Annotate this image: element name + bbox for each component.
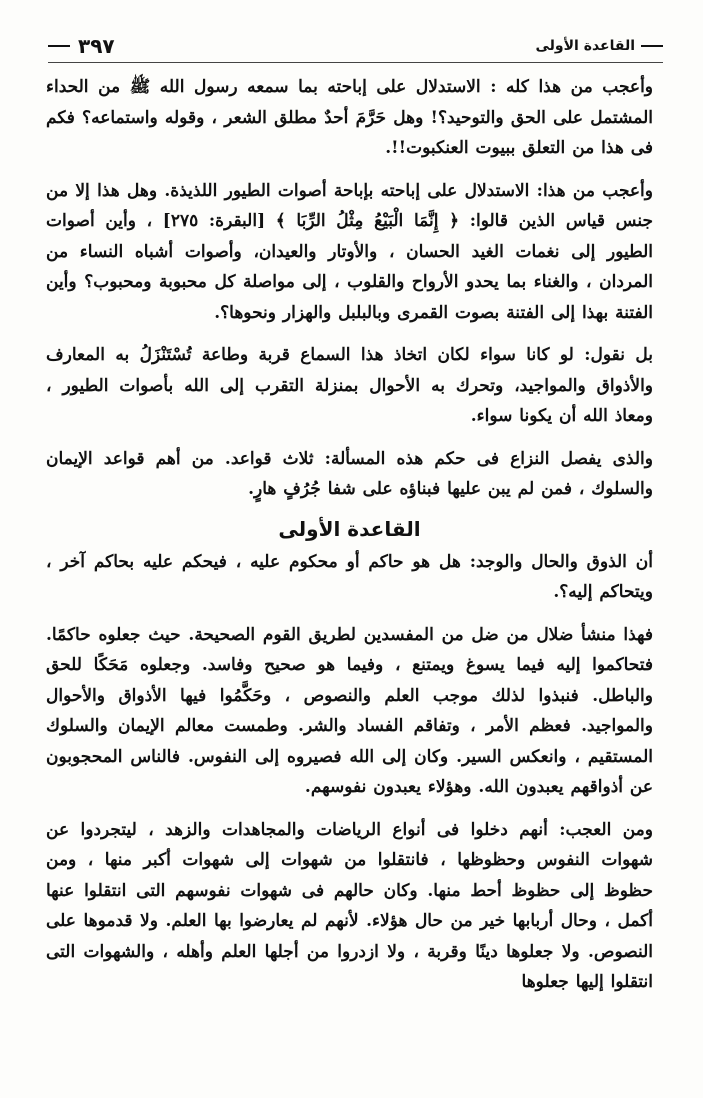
page-number-dash [48,45,70,47]
paragraph: فهذا منشأ ضلال من ضل من المفسدين لطريق القوم الصحيحة. حيث جعلوه حاكمًا. فتحاكموا إليه فيما يسوغ ويمتنع ، وفيما هو صحيح وفاسد. وجعلوه مَحَكًا للحق والباطل. فنبذوا لذلك موجب العلم والنصوص ، وحَكَّمُوا فيها الأذواق والأحوال والمواجيد. فعظم الأمر ، وتفاقم الفساد والشر. وطمست معالم الإيمان والسلوك المستقيم ، وانعكس السير. وكان إلى الله فصيروه إلى النفوس. فالناس المحجوبون عن أذواقهم يعبدون الله. وهؤلاء يعبدون نفوسهم. [46,624,653,797]
title-dash [641,45,663,47]
page-number [48,34,115,58]
paragraph: ومن العجب: أنهم دخلوا فى أنواع الرياضات والمجاهدات والزهد ، ليتجردوا عن شهوات النفوس وحظوظها ، فانتقلوا من شهوات إلى شهوات أكبر منها ، ومن حظوظ إلى حظوظ أحط منها. وكان حالهم فى شهوات نفوسهم التى انتقلوا عنها أكمل ، وحال أربابها خير من حال هؤلاء. لأنهم لم يعارضوا بها العلم. ولا قدموها على النصوص. ولا جعلوها دينًا وقربة ، ولا ازدروا من أجلها العلم وأهله ، والشهوات التى انتقلوا إليها جعلوها [46,819,654,992]
page-number-text: ٣٩٧ [78,34,115,58]
paragraph: والذى يفصل النزاع فى حكم هذه المسألة: ثلاث قواعد. من أهم قواعد الإيمان والسلوك ، فمن لم يبن عليها فبناؤه على شفا جُرُفٍ هارٍ. [46,448,653,499]
running-title [535,38,663,54]
body-text [46,72,653,1010]
paragraph: وأعجب من هذا كله : الاستدلال على إباحته بما سمعه رسول الله ﷺ من الحداء المشتمل على الحق والتوحيد؟! وهل حَرَّمَ أحدٌ مطلق الشعر ، وقوله واستماعه؟ فكم فى هذا من التعلق ببيوت العنكبوت!!. [46,77,653,158]
paragraph: بل نقول: لو كانا سواء لكان اتخاذ هذا السماع قربة وطاعة تُسْتَنْزَلُ به المعارف والأذواق والمواجيد، وتحرك به الأحوال بمنزلة التقرب إلى الله بأصوات الطيور ، ومعاذ الله أن يكونا سواء. [46,345,653,426]
section-heading: القاعدة الأولى [278,516,421,541]
paragraph: أن الذوق والحال والوجد: هل هو حاكم أو محكوم عليه ، فيحكم عليه بحاكم آخر ، ويتحاكم إليه؟. [46,551,653,602]
paragraph: وأعجب من هذا: الاستدلال على إباحته بإباحة أصوات الطيور اللذيذة. وهل هذا إلا من جنس قياس الذين قالوا: ﴿ إِنَّمَا الْبَيْعُ مِثْلُ الرِّبَا ﴾ [البقرة: ٢٧٥] ، وأين أصوات الطيور إلى نغمات الغيد الحسان ، والأوتار والعيدان، وأصوات أشباه النساء من المردان ، والغناء بما يحدو الأرواح والقلوب ، إلى مواصلة كل محبوبة ومحبوب؟ وأين الفتنة بهذا إلى الفتنة بصوت القمرى وبالبلبل والهزار ونحوها؟. [46,180,653,323]
header-rule [48,62,663,63]
page-header [48,30,663,62]
running-title-text: القاعدة الأولى [535,38,635,54]
